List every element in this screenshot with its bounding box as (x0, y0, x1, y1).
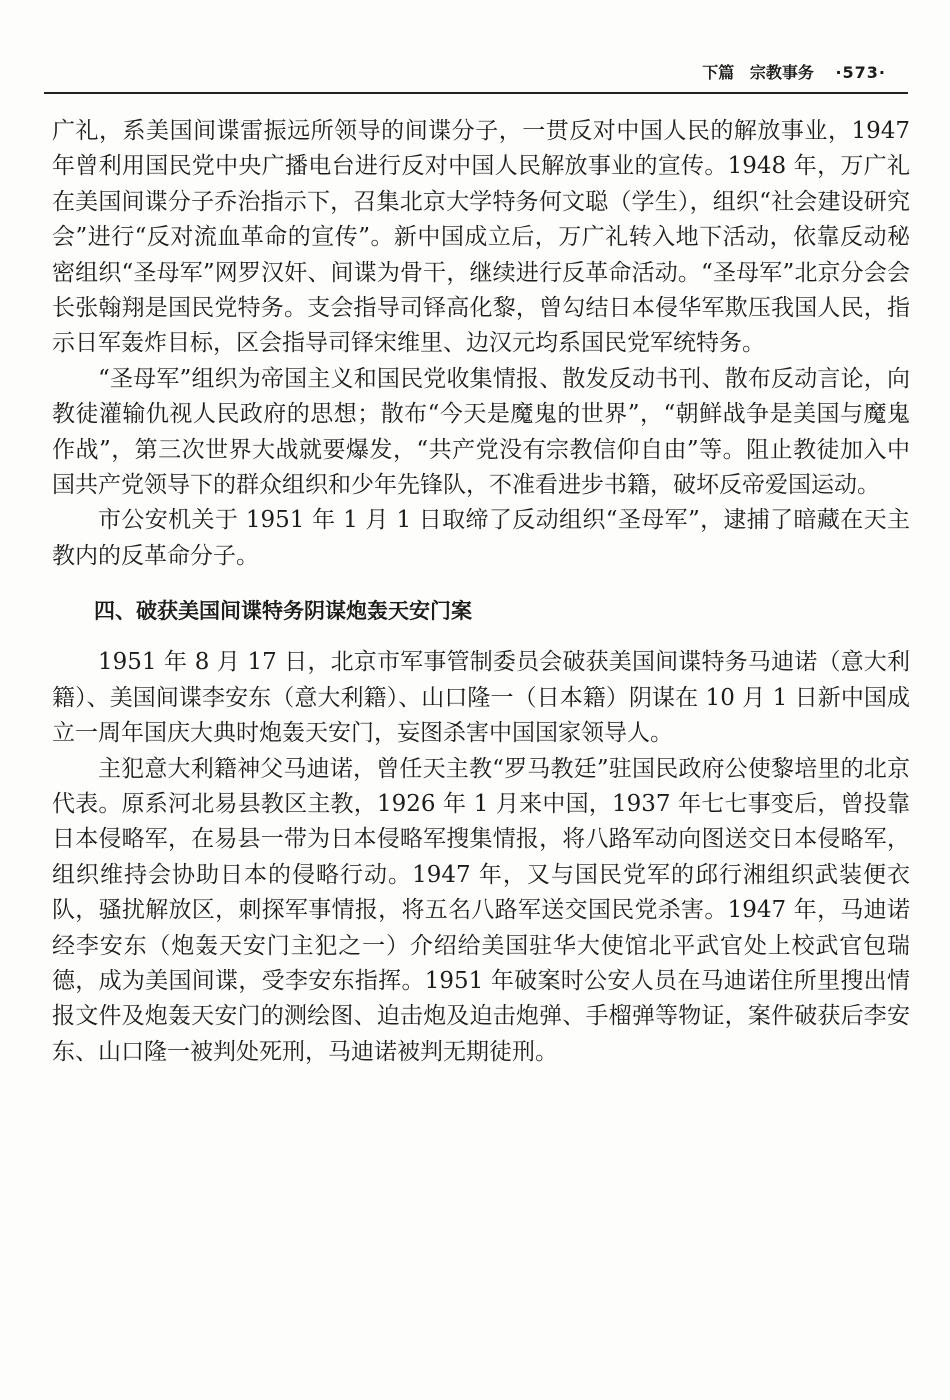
page-number: ·573· (835, 63, 886, 82)
paragraph-2: “圣母军”组织为帝国主义和国民党收集情报、散发反动书刊、散布反动言论，向教徒灌输仇视人民政府的思想；散布“今天是魔鬼的世界”，“朝鲜战争是美国与魔鬼作战”，第三次世界大战就要爆发，“共产党没有宗教信仰自由”等。阻止教徒加入中国共产党领导下的群众组织和少年先锋队，不准看进步书籍，破坏反帝爱国运动。 (52, 365, 910, 499)
paragraph-1: 广礼，系美国间谍雷振远所领导的间谍分子，一贯反对中国人民的解放事业，1947 年曾利用国民党中央广播电台进行反对中国人民解放事业的宣传。1948 年，万广礼在美国间谍分子乔治指示下，召集北京大学特务何文聪（学生），组织“社会建设研究会”进行“反对流血革命的宣传”。新中国成立后，万广礼转入地下活动，依靠反动秘密组织“圣母军”网罗汉奸、间谍为骨干，继续进行反革命活动。“圣母军”北京分会会长张翰翔是国民党特务。支会指导司铎高化黎，曾勾结日本侵华军欺压我国人民，指示日军轰炸目标，区会指导司铎宋维里、边汉元均系国民党军统特务。 (52, 118, 910, 357)
paragraph-5: 主犯意大利籍神父马迪诺，曾任天主教“罗马教廷”驻国民政府公使黎培里的北京代表。原系河北易县教区主教，1926 年 1 月来中国，1937 年七七事变后，曾投靠日本侵略军，在易县一带为日本侵略军搜集情报，将八路军动向图送交日本侵略军，组织维持会协助日本的侵略行动。1947 年，又与国民党军的邱行湘组织武装便衣队，骚扰解放区，刺探军事情报，将五名八路军送交国民党杀害。1947 年，马迪诺经李安东（炮轰天安门主犯之一）介绍给美国驻华大使馆北平武官处上校武官包瑞德，成为美国间谍，受李安东指挥。1951 年破案时公安人员在马迪诺住所里搜出情报文件及炮轰天安门的测绘图、迫击炮及迫击炮弹、手榴弹等物证，案件破获后李安东、山口隆一被判处死刑，马迪诺被判无期徒刑。 (52, 755, 910, 1065)
paragraph-3: 市公安机关于 1951 年 1 月 1 日取缔了反动组织“圣母军”，逮捕了暗藏在天主教内的反革命分子。 (52, 507, 910, 569)
header-title: 宗教事务 (749, 63, 814, 82)
running-header (44, 52, 908, 94)
header-section: 下篇 (702, 63, 735, 82)
section-heading: 四、破获美国间谍特务阴谋炮轰天安门案 (94, 599, 472, 624)
header-text (702, 60, 886, 83)
body-text (52, 114, 910, 1070)
paragraph-4: 1951 年 8 月 17 日，北京市军事管制委员会破获美国间谍特务马迪诺（意大利籍）、美国间谍李安东（意大利籍）、山口隆一（日本籍）阴谋在 10 月 1 日新中国成立一周年国庆大典时炮轰天安门，妄图杀害中国国家领导人。 (52, 649, 910, 747)
